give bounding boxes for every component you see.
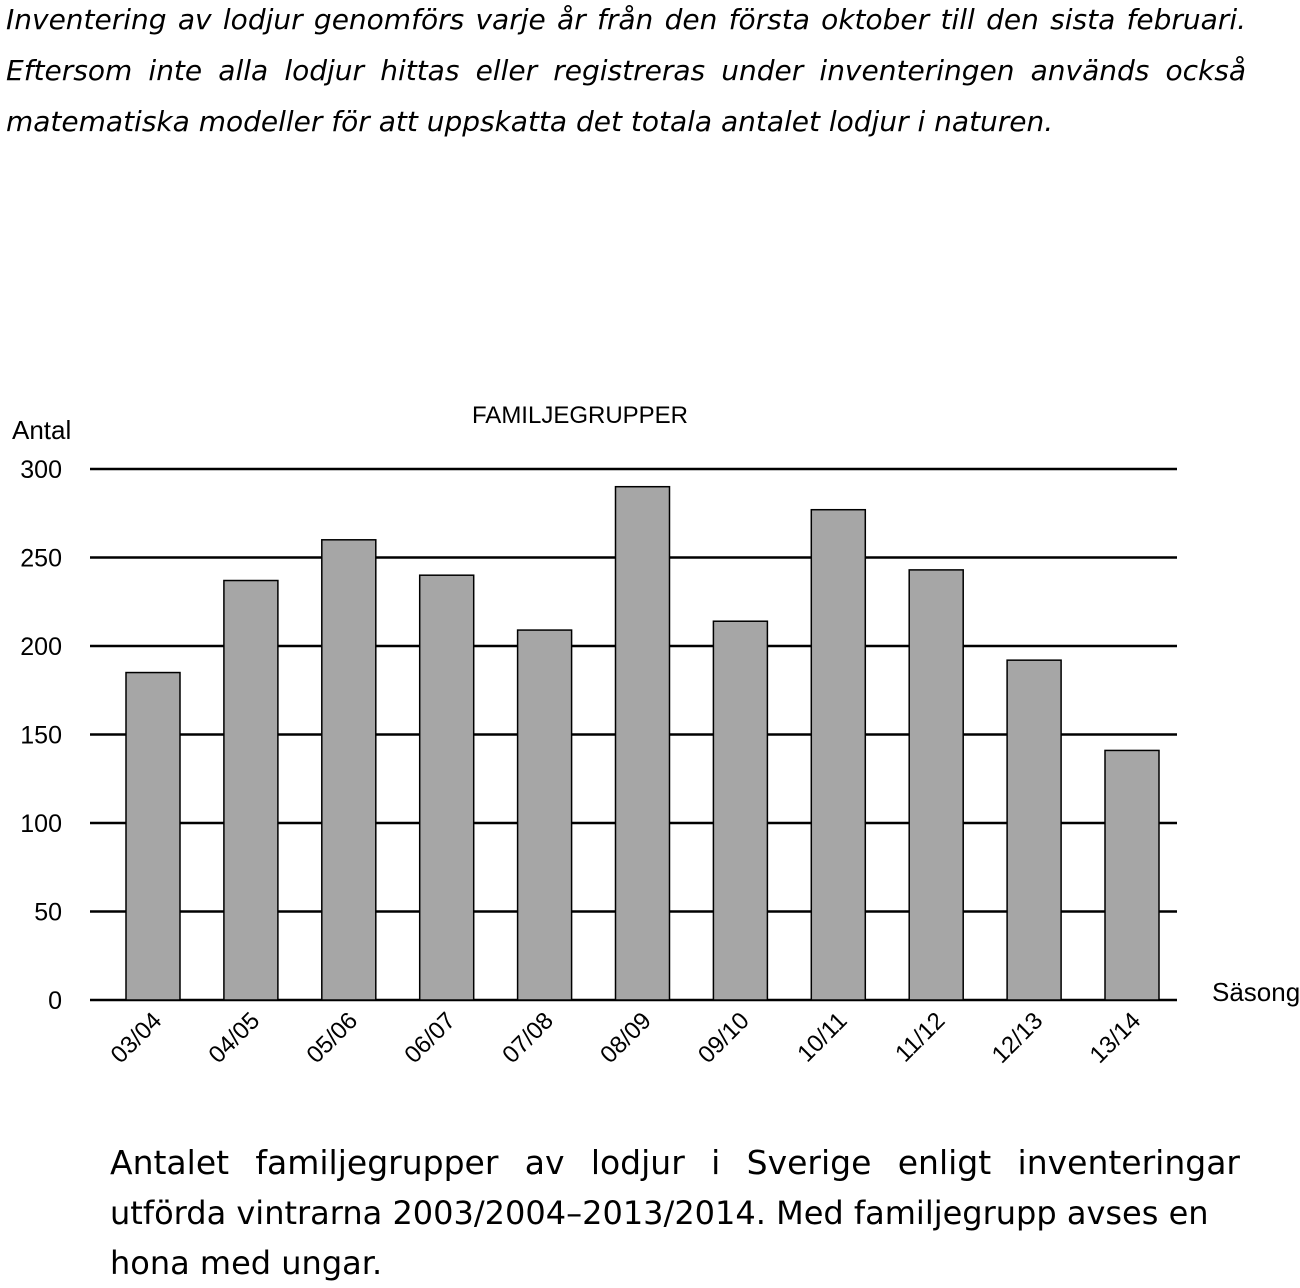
bars [126,487,1159,1000]
x-tick-labels [106,1007,1147,1069]
caption-rest: utförda vintrarna 2003/2004–2013/2014. Med familjegrupp avses en hona med ungar. [110,1194,1209,1282]
y-tick-label: 100 [20,810,62,838]
y-tick-label: 250 [20,544,62,573]
y-axis-label: Antal [12,415,72,445]
x-tick-label: 04/05 [203,1007,266,1069]
x-tick-label: 13/14 [1084,1007,1147,1069]
y-tick-label: 50 [34,898,62,927]
y-tick-labels [20,456,62,1015]
caption-lead: Antalet familjegrupper av lodjur i Sverige enligt inventeringar [110,1143,1240,1182]
bar [909,570,963,1000]
bar-chart [0,390,1300,1110]
y-tick-label: 0 [48,987,62,1015]
bar [811,510,865,1000]
intro-paragraph: Inventering av lodjur genomförs varje år från den första oktober till den sista februari. Eftersom inte alla lodjur hittas eller registreras under inventeringen används också matematiska modeller för att uppskatta det totala antalet lodjur i naturen. [6,3,1246,138]
x-tick-label: 07/08 [497,1007,559,1069]
x-axis-label: Säsong [1212,977,1300,1007]
x-tick-label: 06/07 [399,1007,461,1069]
chart-title: FAMILJEGRUPPER [471,402,689,429]
bar [616,487,670,1000]
bar [1105,750,1159,1000]
x-tick-label: 08/09 [595,1007,657,1069]
bar [224,581,278,1000]
y-tick-label: 200 [20,633,62,661]
bar [126,673,180,1000]
y-tick-label: 150 [20,721,62,750]
y-tick-label: 300 [20,456,62,484]
x-tick-label: 03/04 [105,1007,168,1069]
bar [420,575,474,1000]
bar [1007,660,1061,1000]
x-tick-label: 12/13 [986,1007,1049,1069]
bar [713,621,767,1000]
x-tick-label: 10/11 [792,1007,853,1068]
x-tick-label: 11/12 [890,1007,951,1068]
bar [322,540,376,1000]
x-tick-label: 09/10 [693,1007,755,1069]
figure-caption [110,1138,1240,1288]
bar [518,630,572,1000]
x-tick-label: 05/06 [301,1007,364,1069]
